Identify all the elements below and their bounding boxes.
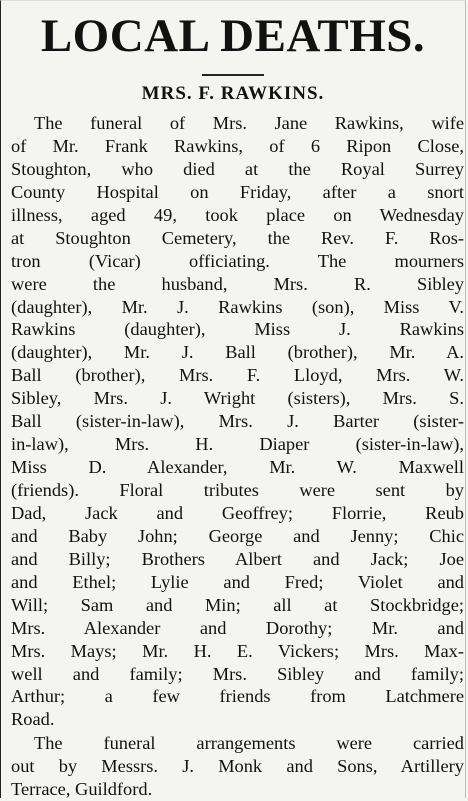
text-line: The funeral arrangements were carried [34,733,464,753]
text-line: Dad, Jack and Geoffrey; Florrie, Reub [11,502,464,523]
text-line: Sibley, Mrs. J. Wright (sisters), Mrs. S. [11,388,464,409]
text-line: The funeral of Mrs. Jane Rawkins, wife [34,113,464,133]
text-line: and Billy; Brothers Albert and Jack; Joe [11,548,464,569]
text-line: (friends). Floral tributes were sent by [11,480,464,500]
text-line: tron (Vicar) officiating. The mourners [11,250,464,271]
text-line: illness, aged 49, took place on Wednesday [11,204,464,225]
text-line: at Stoughton Cemetery, the Rev. F. Ros- [11,227,464,248]
text-line: Mrs. Mays; Mr. H. E. Vickers; Mrs. Max- [11,640,464,661]
text-line: Ball (sister-in-law), Mrs. J. Barter (sister- [11,411,464,432]
text-line: Road. [11,709,55,730]
section-heading: LOCAL DEATHS. [40,10,426,62]
obituary-paragraph-arrangements [1,732,467,801]
text-line: Stoughton, who died at the Royal Surrey [11,158,464,179]
text-line: and Ethel; Lylie and Fred; Violet and [11,571,464,592]
text-line: (daughter), Mr. J. Rawkins (son), Miss V. [11,296,464,317]
text-line: of Mr. Frank Rawkins, of 6 Ripon Close, [11,135,464,156]
text-line: Terrace, Guildford. [11,778,153,799]
text-line: and Baby John; George and Jenny; Chic [11,525,464,546]
text-line: were the husband, Mrs. R. Sibley [11,273,464,294]
text-line: Ball (brother), Mrs. F. Lloyd, Mrs. W. [11,365,464,386]
text-line: (daughter), Mr. J. Ball (brother), Mr. A. [11,342,464,363]
text-line: well and family; Mrs. Sibley and family; [11,663,464,684]
obituary-title: MRS. F. RAWKINS. [141,83,325,104]
text-line: Rawkins (daughter), Miss J. Rawkins [11,319,464,340]
text-line: Mrs. Alexander and Dorothy; Mr. and [11,617,464,638]
text-line: out by Messrs. J. Monk and Sons, Artillery [11,755,464,776]
text-line: Miss D. Alexander, Mr. W. Maxwell [11,457,464,478]
text-line: Arthur; a few friends from Latchmere [11,686,464,707]
text-line: Will; Sam and Min; all at Stockbridge; [11,594,464,615]
text-line: in-law), Mrs. H. Diaper (sister-in-law), [11,434,464,455]
heading-divider [202,74,264,76]
obituary-paragraph-funeral [1,112,467,731]
text-line: County Hospital on Friday, after a snort [11,181,464,202]
